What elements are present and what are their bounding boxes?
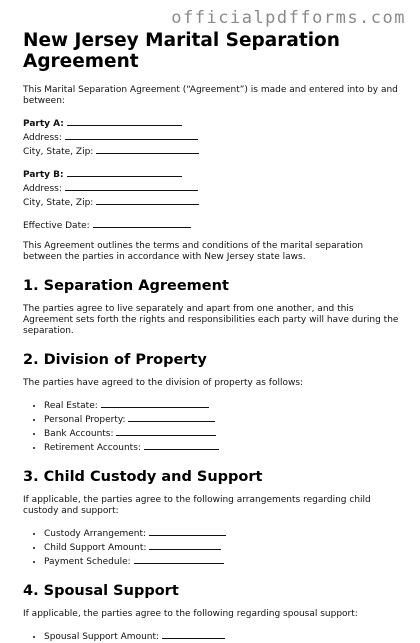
title-line-1: New Jersey Marital Separation bbox=[23, 30, 340, 51]
title-line-2: Agreement bbox=[23, 51, 139, 72]
section-2-list bbox=[23, 398, 403, 454]
party-a-block bbox=[23, 116, 403, 158]
child-support-amount-label: Child Support Amount: bbox=[44, 543, 147, 553]
retirement-accounts-field[interactable] bbox=[144, 440, 219, 450]
party-b-address-field[interactable] bbox=[65, 181, 198, 191]
list-item bbox=[44, 554, 403, 568]
list-item bbox=[44, 398, 403, 412]
spousal-support-amount-field[interactable] bbox=[162, 629, 225, 639]
list-item bbox=[44, 440, 403, 454]
section-3-heading: 3. Child Custody and Support bbox=[23, 469, 263, 485]
section-3-text: If applicable, the parties agree to the following arrangements regarding child custody and support: bbox=[23, 495, 371, 516]
party-a-address-label: Address: bbox=[23, 133, 62, 143]
list-item bbox=[44, 426, 403, 440]
payment-schedule-label: Payment Schedule: bbox=[44, 557, 131, 567]
section-2-heading: 2. Division of Property bbox=[23, 352, 207, 368]
party-a-label: Party A: bbox=[23, 119, 64, 129]
real-estate-label: Real Estate: bbox=[44, 401, 98, 411]
section-2-text: The parties have agreed to the division of property as follows: bbox=[23, 378, 304, 388]
personal-property-field[interactable] bbox=[128, 412, 215, 422]
custody-arrangement-label: Custody Arrangement: bbox=[44, 529, 147, 539]
party-b-block bbox=[23, 167, 403, 209]
document-page bbox=[23, 30, 403, 643]
effective-date-label: Effective Date: bbox=[23, 221, 90, 231]
spousal-support-amount-label: Spousal Support Amount: bbox=[44, 632, 160, 642]
section-4-text: If applicable, the parties agree to the following regarding spousal support: bbox=[23, 609, 358, 619]
section-1-heading: 1. Separation Agreement bbox=[23, 278, 229, 294]
party-a-name-field[interactable] bbox=[67, 116, 182, 126]
watermark: officialpdfforms.com bbox=[171, 8, 406, 28]
list-item bbox=[44, 629, 403, 643]
party-a-address-field[interactable] bbox=[65, 130, 198, 140]
section-1-text: The parties agree to live separately and apart from one another, and this Agreement sets forth the rights and responsibilities each party will have during the separation. bbox=[23, 304, 399, 336]
list-item bbox=[44, 540, 403, 554]
party-b-name-field[interactable] bbox=[67, 167, 182, 177]
section-3-list bbox=[23, 526, 403, 568]
outline-paragraph: This Agreement outlines the terms and conditions of the marital separation between the parties in accordance with New Jersey state laws. bbox=[23, 241, 364, 262]
custody-arrangement-field[interactable] bbox=[149, 526, 226, 536]
party-b-city-label: City, State, Zip: bbox=[23, 198, 94, 208]
list-item bbox=[44, 412, 403, 426]
section-4-heading: 4. Spousal Support bbox=[23, 583, 179, 599]
party-a-city-label: City, State, Zip: bbox=[23, 147, 94, 157]
real-estate-field[interactable] bbox=[101, 398, 209, 408]
document-title bbox=[23, 30, 403, 72]
party-b-label: Party B: bbox=[23, 170, 64, 180]
payment-schedule-field[interactable] bbox=[134, 554, 224, 564]
effective-date-field[interactable] bbox=[93, 218, 191, 228]
list-item bbox=[44, 526, 403, 540]
retirement-accounts-label: Retirement Accounts: bbox=[44, 443, 141, 453]
party-a-city-field[interactable] bbox=[96, 144, 199, 154]
bank-accounts-label: Bank Accounts: bbox=[44, 429, 114, 439]
personal-property-label: Personal Property: bbox=[44, 415, 126, 425]
child-support-amount-field[interactable] bbox=[149, 540, 221, 550]
party-b-city-field[interactable] bbox=[96, 195, 199, 205]
section-4-list bbox=[23, 629, 403, 643]
party-b-address-label: Address: bbox=[23, 184, 62, 194]
bank-accounts-field[interactable] bbox=[116, 426, 216, 436]
effective-date-row bbox=[23, 218, 403, 232]
intro-paragraph: This Marital Separation Agreement (“Agreement”) is made and entered into by and between: bbox=[23, 85, 398, 106]
